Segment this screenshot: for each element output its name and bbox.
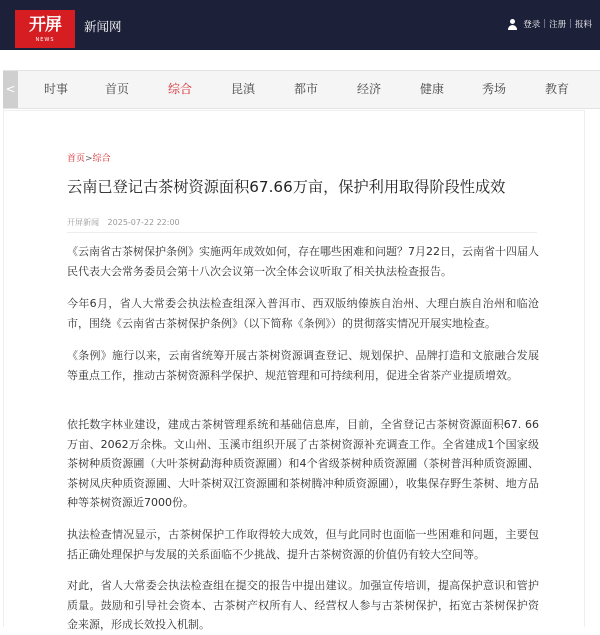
article-source: 开屏新闻 bbox=[67, 218, 99, 227]
article-paragraph: 《云南省古茶树保护条例》实施两年成效如何，存在哪些困难和问题？7月22日，云南省十四届人民代表大会常务委员会第十八次会议第一次全体会议听取了相关执法检查报告。 bbox=[67, 245, 539, 278]
article-date: 2025-07-22 22:00 bbox=[107, 218, 180, 227]
divider: | bbox=[543, 19, 547, 29]
user-icon bbox=[507, 19, 518, 30]
article-paragraph: 依托数字林业建设，建成古茶树管理系统和基础信息库，目前，全省登记古茶树资源面积67. 66万亩、2062万余株。文山州、玉溪市组织开展了古茶树资源补充调查工作。全省建成1个国家级茶树种质资源圃（大叶茶树勐海种质资源圃）和4个省级茶树种质资源圃（茶树普洱种质资源圃、茶树凤庆种质资源圃、大叶茶树双江资源圃和茶树腾冲种质资源圃），收集保存野生茶树、地方品种等茶树资源近7000份。 bbox=[67, 418, 539, 509]
article-title: 云南已登记古茶树资源面积67.66万亩，保护利用取得阶段性成效 bbox=[67, 178, 506, 196]
breadcrumb-home[interactable]: 首页 bbox=[67, 154, 86, 164]
site-name[interactable]: 新闻网 bbox=[84, 19, 122, 34]
logo-subtext: NEWS bbox=[35, 37, 55, 43]
article-meta bbox=[67, 217, 180, 228]
register-link[interactable]: 注册 bbox=[549, 20, 567, 30]
nav-item-city[interactable]: 都市 bbox=[293, 82, 319, 96]
article-container bbox=[3, 110, 585, 631]
site-logo[interactable] bbox=[15, 10, 75, 48]
nav-item-economy[interactable]: 经济 bbox=[356, 82, 382, 96]
breadcrumb-separator: > bbox=[85, 154, 93, 164]
article-paragraph: 执法检查情况显示，古茶树保护工作取得较大成效，但与此同时也面临一些困难和问题，主要包括正确处理保护与发展的关系面临不少挑战、提升古茶树资源的价值仍有较大空间等。 bbox=[67, 528, 539, 561]
top-bar bbox=[0, 0, 600, 50]
title-divider bbox=[67, 232, 537, 233]
nav-item-kundian[interactable]: 昆滇 bbox=[230, 82, 256, 96]
account-links bbox=[507, 18, 592, 30]
article-paragraph: 今年6月，省人大常委会执法检查组深入普洱市、西双版纳傣族自治州、大理白族自治州和临沧市，围绕《云南省古茶树保护条例》（以下简称《条例》）的贯彻落实情况开展实地检查。 bbox=[67, 297, 539, 330]
nav-item-show[interactable]: 秀场 bbox=[481, 82, 507, 96]
main-nav bbox=[3, 70, 600, 109]
article-paragraph: 对此，省人大常委会执法检查组在提交的报告中提出建议。加强宣传培训，提高保护意识和管护质量。鼓励和引导社会资本、古茶树产权所有人、经营权人参与古茶树保护，拓宽古茶树保护资金来源，形成长效投入机制。 bbox=[67, 579, 539, 631]
logo-text: 开屏 bbox=[29, 15, 61, 35]
nav-item-shishi[interactable]: 时事 bbox=[43, 82, 69, 96]
report-link[interactable]: 报料 bbox=[574, 20, 592, 30]
nav-item-general[interactable]: 综合 bbox=[167, 82, 193, 96]
nav-prev-arrow-icon[interactable]: < bbox=[3, 71, 18, 108]
nav-item-education[interactable]: 教育 bbox=[544, 82, 570, 96]
article-paragraph: 《条例》施行以来，云南省统筹开展古茶树资源调查登记、规划保护、品牌打造和文旅融合发展等重点工作，推动古茶树资源科学保护、规范管理和可持续利用，促进全省茶产业提质增效。 bbox=[67, 349, 539, 382]
breadcrumb-section[interactable]: 综合 bbox=[92, 154, 111, 164]
divider: | bbox=[569, 19, 572, 29]
breadcrumb bbox=[67, 151, 111, 164]
login-link[interactable]: 登录 bbox=[523, 20, 541, 30]
nav-item-home[interactable]: 首页 bbox=[104, 82, 130, 96]
nav-item-health[interactable]: 健康 bbox=[419, 82, 445, 96]
